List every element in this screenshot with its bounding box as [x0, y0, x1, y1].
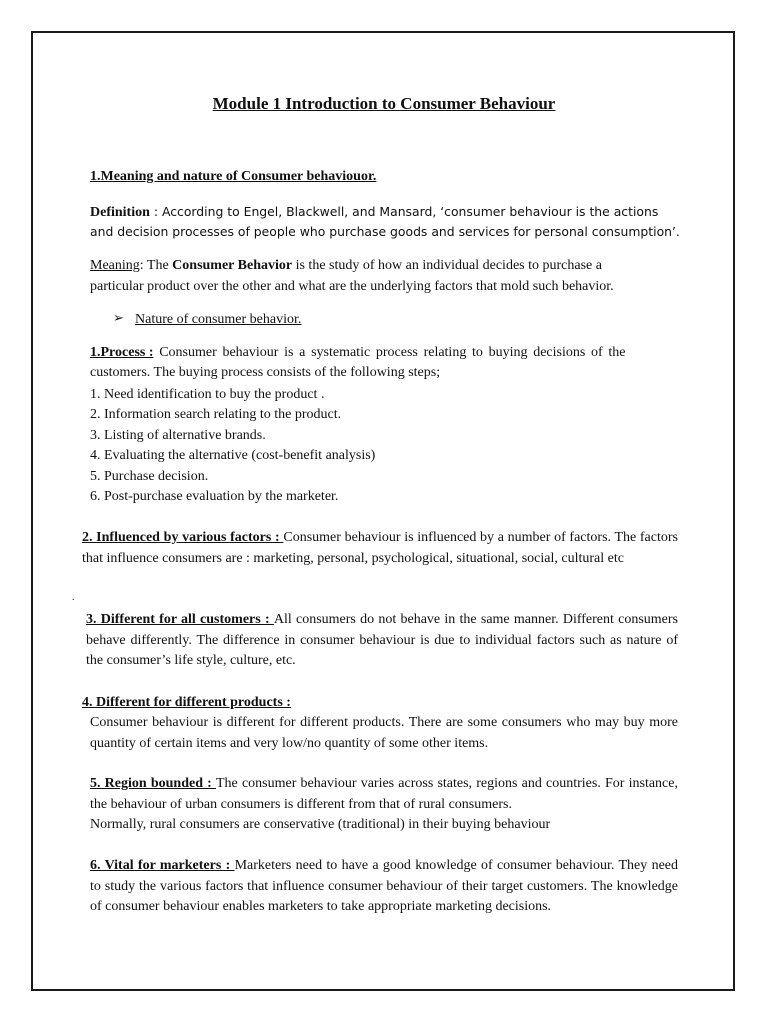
definition-paragraph-line2: and decision processes of people who purchase goods and services for personal consumption’.	[90, 224, 680, 239]
list-item: 5. Purchase decision.	[90, 468, 209, 484]
nature-subheading: Nature of consumer behavior.	[135, 312, 302, 327]
different-customers-paragraph: 3. Different for all customers : All consumers do not behave in the same manner. Different consumers behave differently. The difference in consumer behaviour is due to individual factors such as nature of the consumer’s life style, culture, etc.	[86, 612, 678, 668]
process-line1: 1.Process : Consumer behaviour is a systematic process relating to buying decisions of the	[90, 345, 626, 360]
region-heading: 5. Region bounded :	[90, 776, 216, 791]
different-products-paragraph: Consumer behaviour is different for different products. There are some consumers who may buy more quantity of certain items and very low/no quantity of some other items.	[90, 715, 678, 751]
list-item: 2. Information search relating to the product.	[90, 407, 342, 423]
region-paragraph-line3: Normally, rural consumers are conservative (traditional) in their buying behaviour	[90, 817, 551, 832]
influenced-paragraph: 2. Influenced by various factors : Consumer behaviour is influenced by a number of factors. The factors that influence consumers are : marketing, personal, psychological, situational, social, cultural etc	[82, 530, 678, 566]
different-products-heading: 4. Different for different products :	[82, 695, 291, 710]
process-line2: customers. The buying process consists of the following steps;	[90, 365, 441, 380]
definition-label: Definition	[90, 205, 150, 220]
meaning-label: Meaning	[90, 258, 140, 273]
region-paragraph: 5. Region bounded : The consumer behaviour varies across states, regions and countries. For instance, the behaviour of urban consumers is different from that of rural consumers.	[90, 776, 678, 812]
vital-paragraph: 6. Vital for marketers : Marketers need to have a good knowledge of consumer behaviour. They need to study the various factors that influence consumer behaviour of their target customers. The knowledge of consumer behaviour enables marketers to take appropriate marketing decisions.	[90, 858, 678, 914]
section-heading-meaning: 1.Meaning and nature of Consumer behaviouor.	[90, 169, 377, 184]
page-title: Module 1 Introduction to Consumer Behaviour	[212, 94, 556, 113]
meaning-paragraph-line2: particular product over the other and what are the underlying factors that mold such behavior.	[90, 279, 614, 294]
definition-paragraph	[90, 202, 658, 224]
list-item: 1. Need identification to buy the product .	[90, 387, 325, 402]
meaning-paragraph: Meaning: The Consumer Behavior is the study of how an individual decides to purchase a	[90, 258, 602, 273]
list-item: 4. Evaluating the alternative (cost-benefit analysis)	[90, 448, 376, 464]
different-customers-heading: 3. Different for all customers :	[86, 612, 274, 627]
list-item: 6. Post-purchase evaluation by the marketer.	[90, 488, 339, 504]
definition-text: : According to Engel, Blackwell, and Mansard, ‘consumer behaviour is the actions	[149, 204, 659, 219]
arrow-bullet-icon: ➢	[113, 310, 124, 325]
process-heading: 1.Process :	[90, 345, 154, 360]
process-steps-list	[90, 385, 375, 507]
list-item: 3. Listing of alternative brands.	[90, 427, 266, 443]
meaning-term: Consumer Behavior	[172, 258, 293, 273]
vital-heading: 6. Vital for marketers :	[90, 858, 235, 873]
influenced-heading: 2. Influenced by various factors :	[82, 530, 284, 545]
stray-dot: .	[72, 592, 75, 603]
